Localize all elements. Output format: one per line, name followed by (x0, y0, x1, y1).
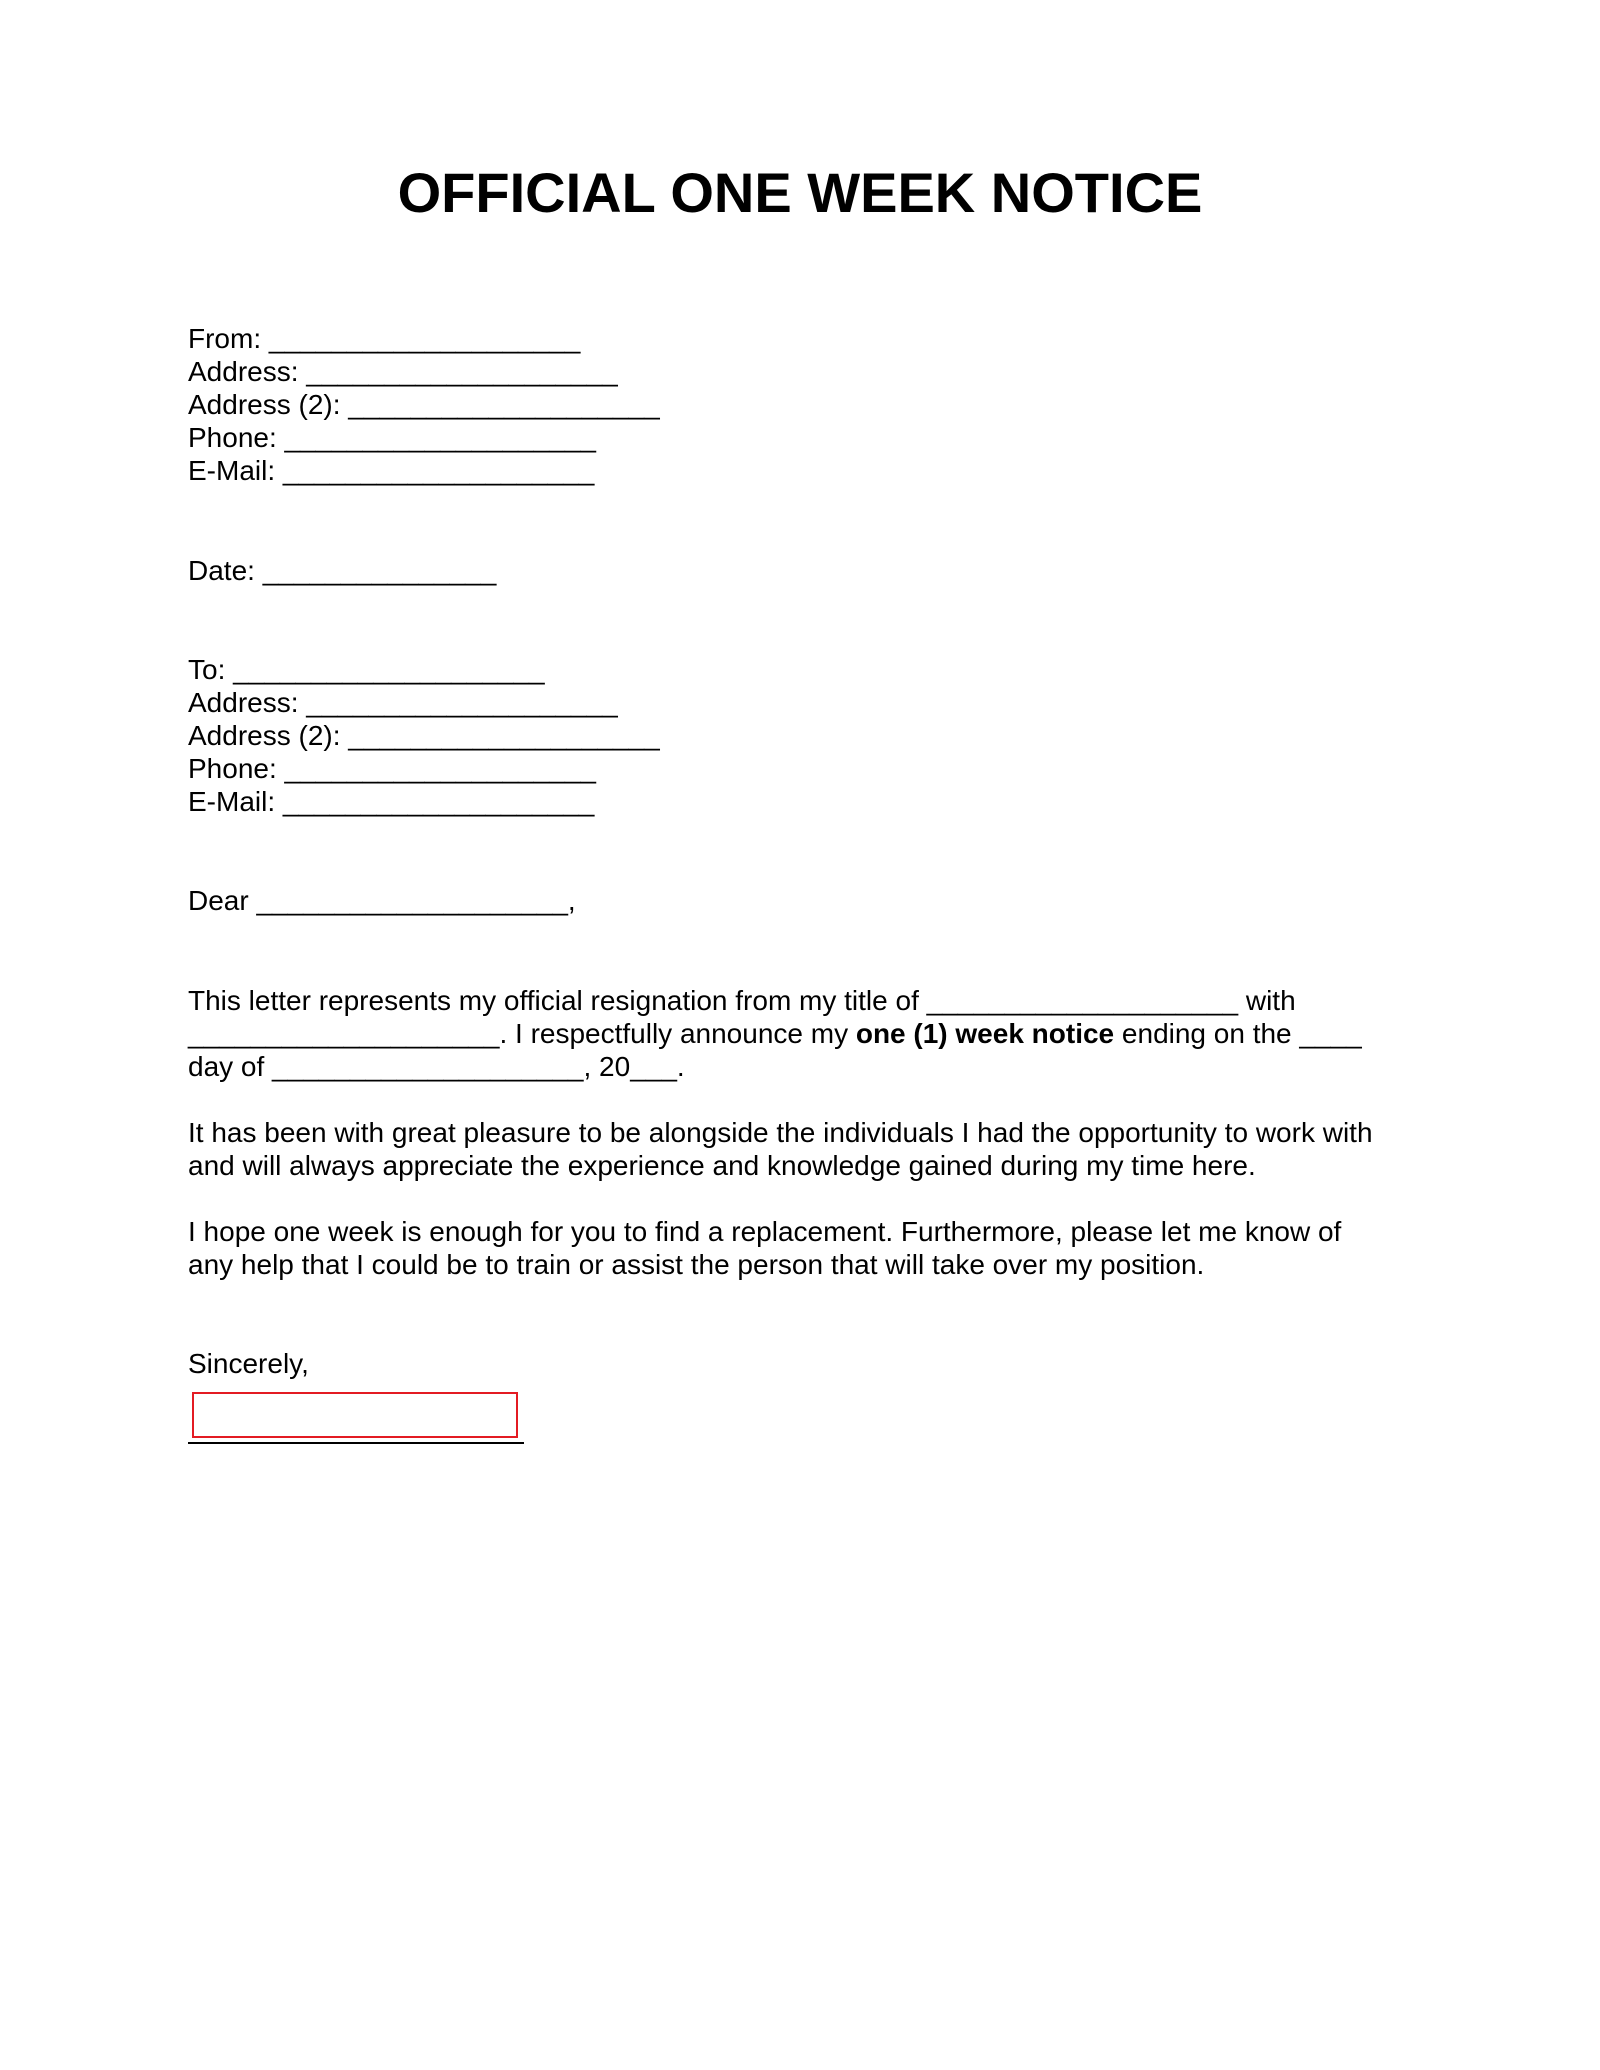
to-address-line: Address: ____________________ (188, 687, 618, 718)
to-address2-line: Address (2): ____________________ (188, 720, 660, 751)
from-address2-line: Address (2): ____________________ (188, 389, 660, 420)
signature-line (188, 1442, 524, 1444)
date-line: Date: _______________ (188, 555, 497, 586)
closing-line: Sincerely, (188, 1348, 309, 1379)
paragraph3-line2: any help that I could be to train or assist the person that will take over my position. (188, 1249, 1205, 1280)
paragraph3-line1: I hope one week is enough for you to find a replacement. Furthermore, please let me know of (188, 1216, 1342, 1247)
document-title: OFFICIAL ONE WEEK NOTICE (397, 161, 1203, 224)
appreciation-paragraph (188, 1116, 1428, 1182)
from-address-line: Address: ____________________ (188, 356, 618, 387)
salutation-line: Dear ____________________, (188, 885, 576, 916)
to-line: To: ____________________ (188, 654, 545, 685)
replacement-paragraph (188, 1215, 1428, 1281)
notice-period-bold: one (1) week notice (855, 1018, 1115, 1049)
paragraph1-line2-before: ____________________. I respectfully announce my (188, 1018, 856, 1049)
paragraph1-line1: This letter represents my official resignation from my title of ____________________ with (188, 985, 1296, 1016)
signature-field[interactable] (192, 1392, 518, 1438)
from-email-line: E-Mail: ____________________ (188, 455, 595, 486)
to-email-line: E-Mail: ____________________ (188, 786, 595, 817)
paragraph1-line2 (188, 1017, 1428, 1050)
paragraph1-line3: day of ____________________, 20___. (188, 1051, 685, 1082)
from-line: From: ____________________ (188, 323, 581, 354)
to-phone-line: Phone: ____________________ (188, 753, 596, 784)
signature-block (188, 1392, 528, 1448)
resignation-paragraph (188, 984, 1428, 1083)
paragraph2-line1: It has been with great pleasure to be alongside the individuals I had the opportunity to work with (188, 1117, 1373, 1148)
paragraph2-line2: and will always appreciate the experience and knowledge gained during my time here. (188, 1150, 1256, 1181)
paragraph1-line2-after: ending on the ____ (1114, 1018, 1362, 1049)
from-phone-line: Phone: ____________________ (188, 422, 596, 453)
